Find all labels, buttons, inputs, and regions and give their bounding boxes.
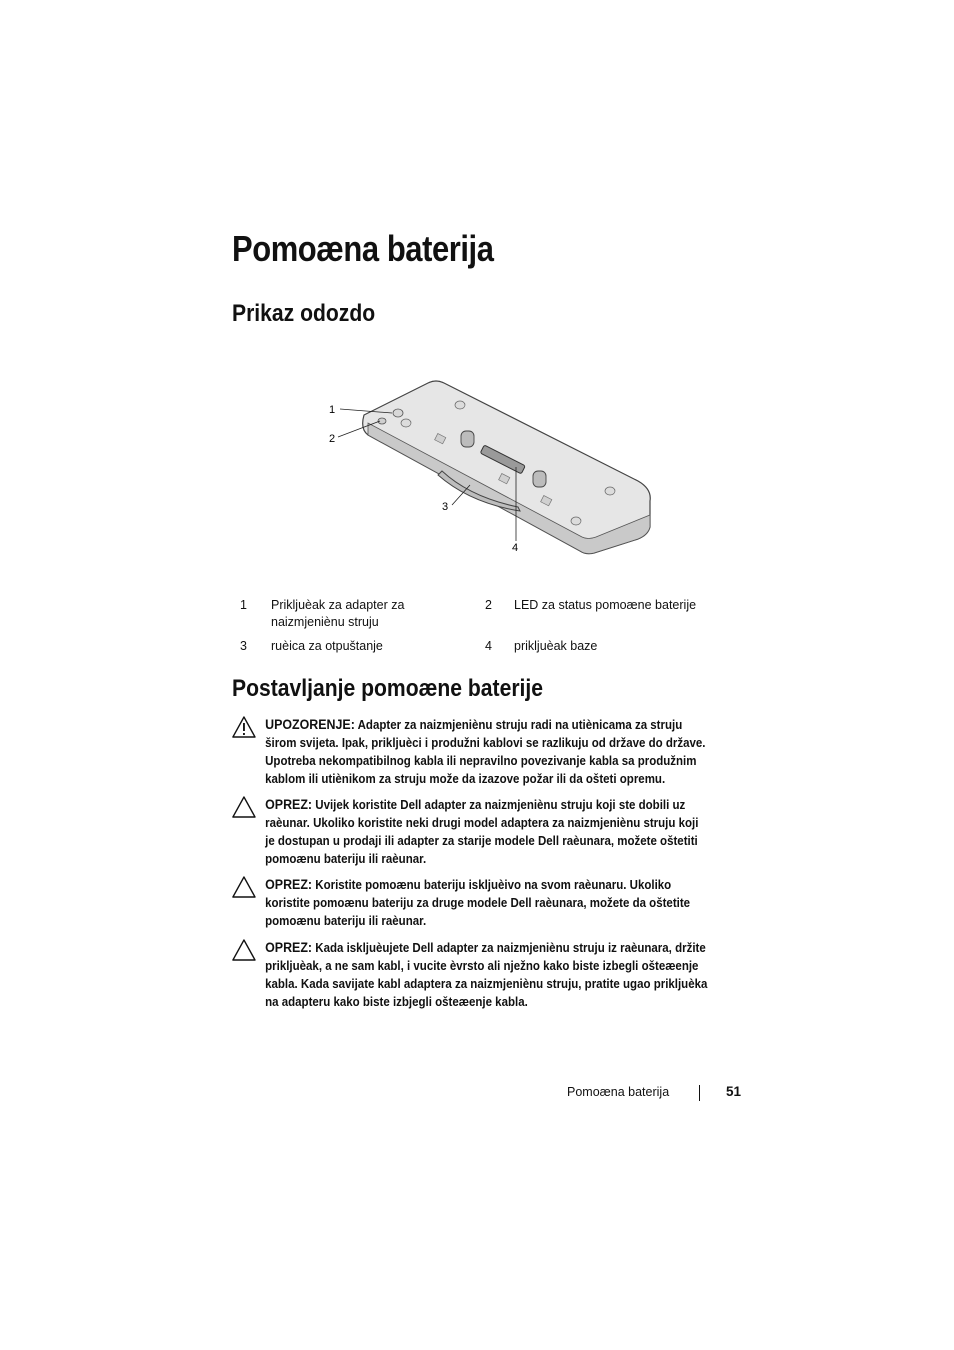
caution-notice-3 [232, 939, 710, 1011]
caution-notice-1 [232, 796, 710, 868]
legend-num-4: 4 [485, 639, 492, 653]
battery-body [363, 381, 651, 554]
section-heading-install: Postavljanje pomoæne baterije [232, 675, 544, 702]
caution-text: Uvijek koristite Dell adapter za naizmjeniènu struju koji ste dobili uz raèunar. Ukoliko koristite neki drugi model adaptera za naizmjeniènu struju koji je dostupan u prodaji ili adapter za starije modele Dell raèunara, možete oštetiti pomoænu bateriju ili raèunar. [265, 798, 699, 866]
caution-keyword: OPREZ: [265, 797, 313, 812]
warning-keyword: UPOZORENJE: [265, 717, 355, 732]
battery-bottom-view-figure [320, 375, 660, 565]
legend-num-3: 3 [240, 639, 247, 653]
callout-2: 2 [329, 433, 336, 445]
footer-separator [699, 1085, 700, 1101]
legend-label-3: ruèica za otpuštanje [271, 639, 383, 653]
legend-label-4: prikljuèak baze [514, 639, 598, 653]
caution-icon [232, 796, 256, 818]
callout-1: 1 [329, 404, 336, 416]
warning-notice [232, 716, 710, 788]
caution-keyword: OPREZ: [265, 940, 313, 955]
caution-icon [232, 876, 256, 898]
legend-label-2: LED za status pomoæne baterije [514, 598, 697, 612]
legend-num-2: 2 [485, 598, 492, 612]
callout-4: 4 [512, 542, 519, 554]
caution-text: Koristite pomoænu bateriju iskljuèivo na svom raèunaru. Ukoliko koristite pomoænu bateriju za druge modele Dell raèunara, možete da oštetite pomoænu bateriju ili raèunar. [265, 878, 691, 928]
callout-3: 3 [442, 501, 449, 513]
legend-label-1: Prikljuèak za adapter za naizmjeniènu struju [271, 598, 405, 629]
legend-num-1: 1 [240, 598, 247, 612]
caution-notice-2 [232, 876, 710, 930]
caution-icon [232, 939, 256, 961]
warning-text: Adapter za naizmjeniènu struju radi na utiènicama za struju širom svijeta. Ipak, prikljuèci i produžni kablovi se razlikuju od države do države. Upotreba nekompatibilnog kabla ili nepravilno povezivanje kabla sa produžnim kablom ili utiènikom za struju može da izazove požar ili da ošteti opremu. [265, 718, 706, 786]
caution-text: Kada iskljuèujete Dell adapter za naizmjeniènu struju iz raèunara, držite prikljuèak, a ne sam kabl, i vucite èvrsto ali nježno kako biste izbegli ošteæenje kabla. Kada savijate kabl adaptera za naizmjeniènu struju, pratite ugao prikljuèka na adapteru kako biste izbjegli ošteæenje kabla. [265, 941, 708, 1009]
caution-keyword: OPREZ: [265, 877, 313, 892]
page-title: Pomoæna baterija [232, 228, 494, 269]
warning-icon [232, 716, 256, 738]
page-number: 51 [726, 1084, 742, 1099]
section-heading-bottom-view: Prikaz odozdo [232, 300, 376, 327]
footer-title: Pomoæna baterija [567, 1085, 670, 1099]
